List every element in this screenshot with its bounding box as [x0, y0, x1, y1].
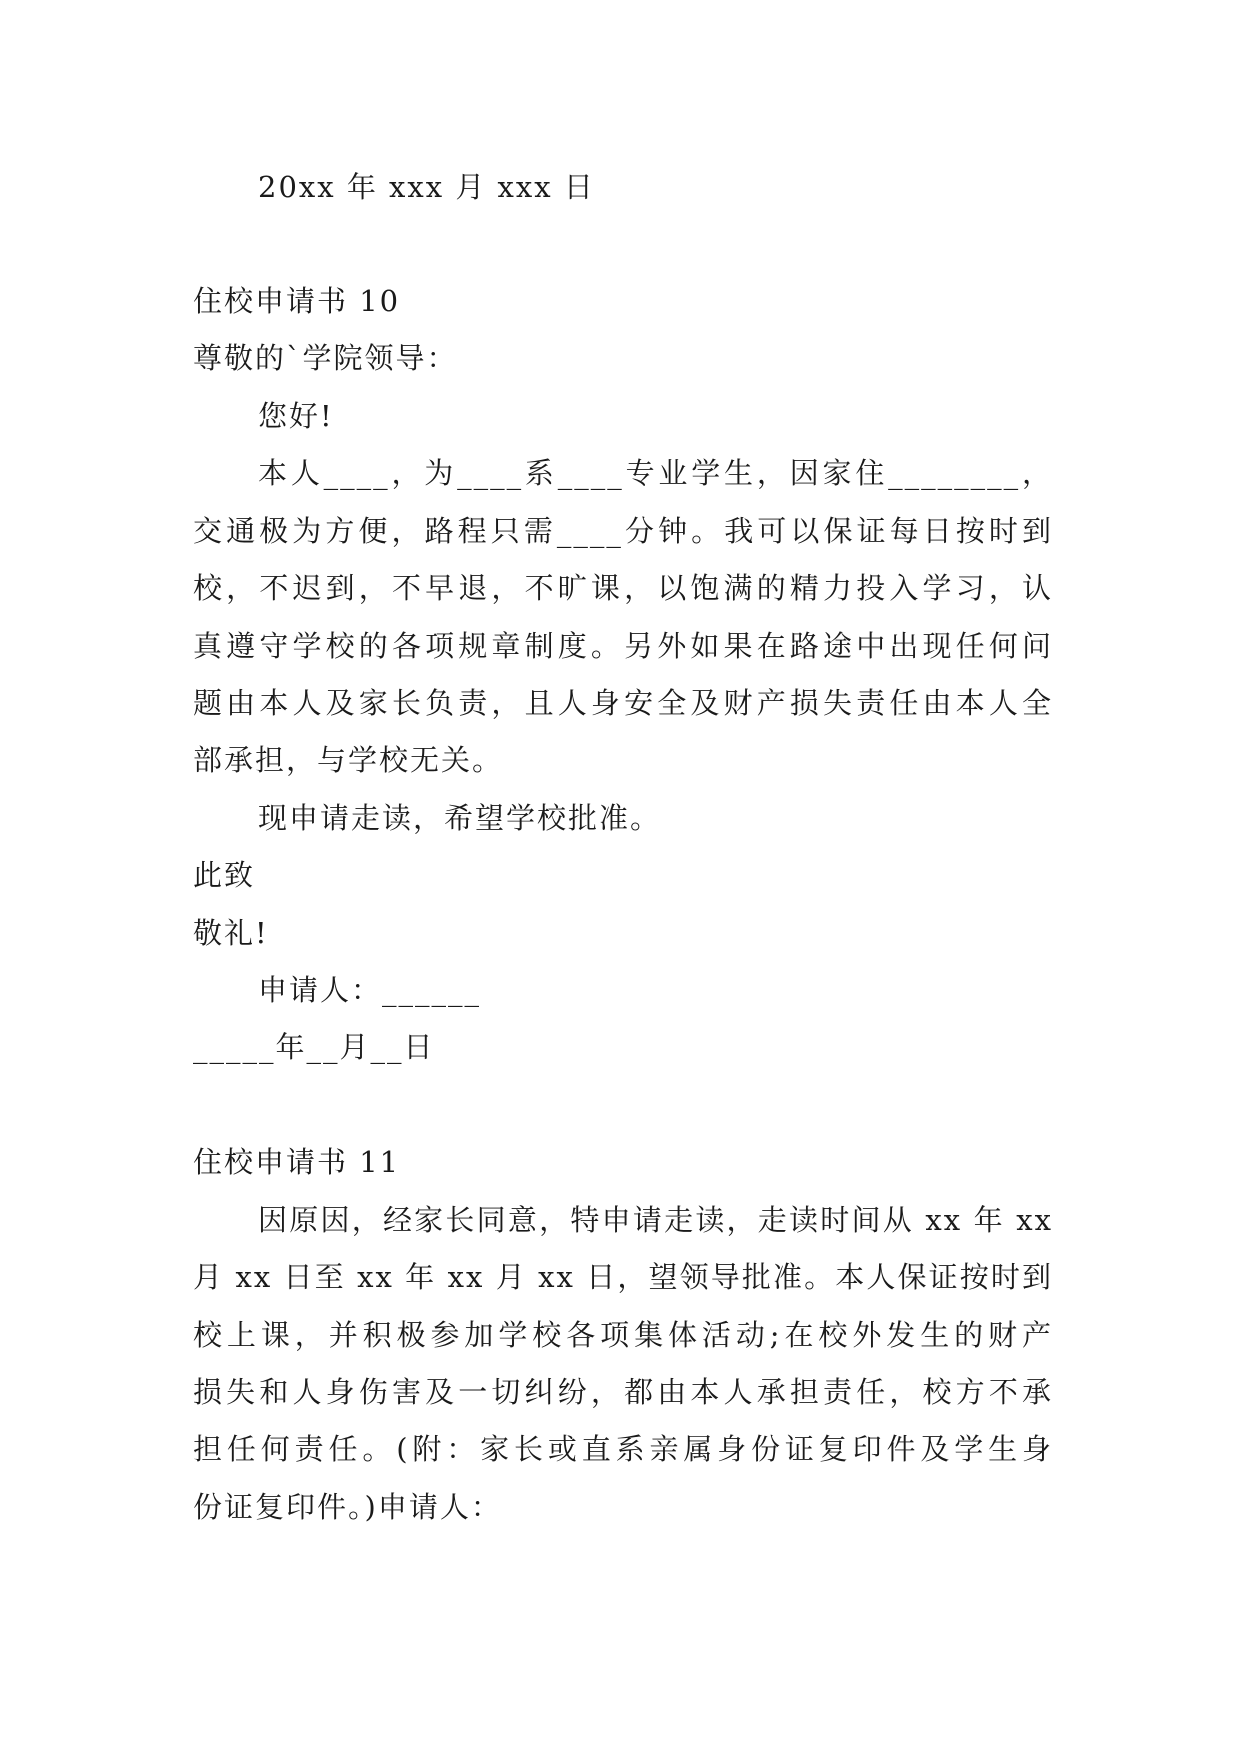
section-10-title: 住校申请书 10 [193, 284, 401, 318]
body-line: 损失和人身伤害及一切纠纷，都由本人承担责任，校方不承 [193, 1375, 1053, 1409]
greeting: 您好! [258, 399, 334, 433]
date-blank-line: _____年__月__日 [193, 1030, 435, 1064]
body-line: 部承担，与学校无关。 [193, 743, 504, 777]
body-line: 份证复印件。)申请人： [193, 1490, 502, 1524]
closing-line: 此致 [193, 858, 256, 892]
closing-line: 敬礼! [193, 916, 269, 950]
body-line: 担任何责任。(附：家长或直系亲属身份证复印件及学生身 [193, 1432, 1053, 1466]
body-line: 题由本人及家长负责，且人身安全及财产损失责任由本人全 [193, 686, 1053, 720]
body-line: 真遵守学校的各项规章制度。另外如果在路途中出现任何问 [193, 629, 1053, 663]
request-line: 现申请走读，希望学校批准。 [258, 801, 662, 835]
body-line: 交通极为方便，路程只需____分钟。我可以保证每日按时到 [193, 514, 1053, 548]
body-line: 校上课，并积极参加学校各项集体活动;在校外发生的财产 [193, 1318, 1053, 1352]
section-11-title: 住校申请书 11 [193, 1145, 401, 1179]
body-line: 本人____，为____系____专业学生，因家住________， [258, 456, 1053, 490]
date-line: 20xx 年 xxx 月 xxx 日 [258, 170, 595, 204]
salutation: 尊敬的`学院领导： [193, 341, 458, 375]
applicant-line: 申请人：______ [258, 973, 482, 1007]
body-line: 因原因，经家长同意，特申请走读，走读时间从 xx 年 xx [258, 1203, 1053, 1237]
body-line: 校，不迟到，不早退，不旷课，以饱满的精力投入学习，认 [193, 571, 1053, 605]
body-line: 月 xx 日至 xx 年 xx 月 xx 日，望领导批准。本人保证按时到 [193, 1260, 1053, 1294]
